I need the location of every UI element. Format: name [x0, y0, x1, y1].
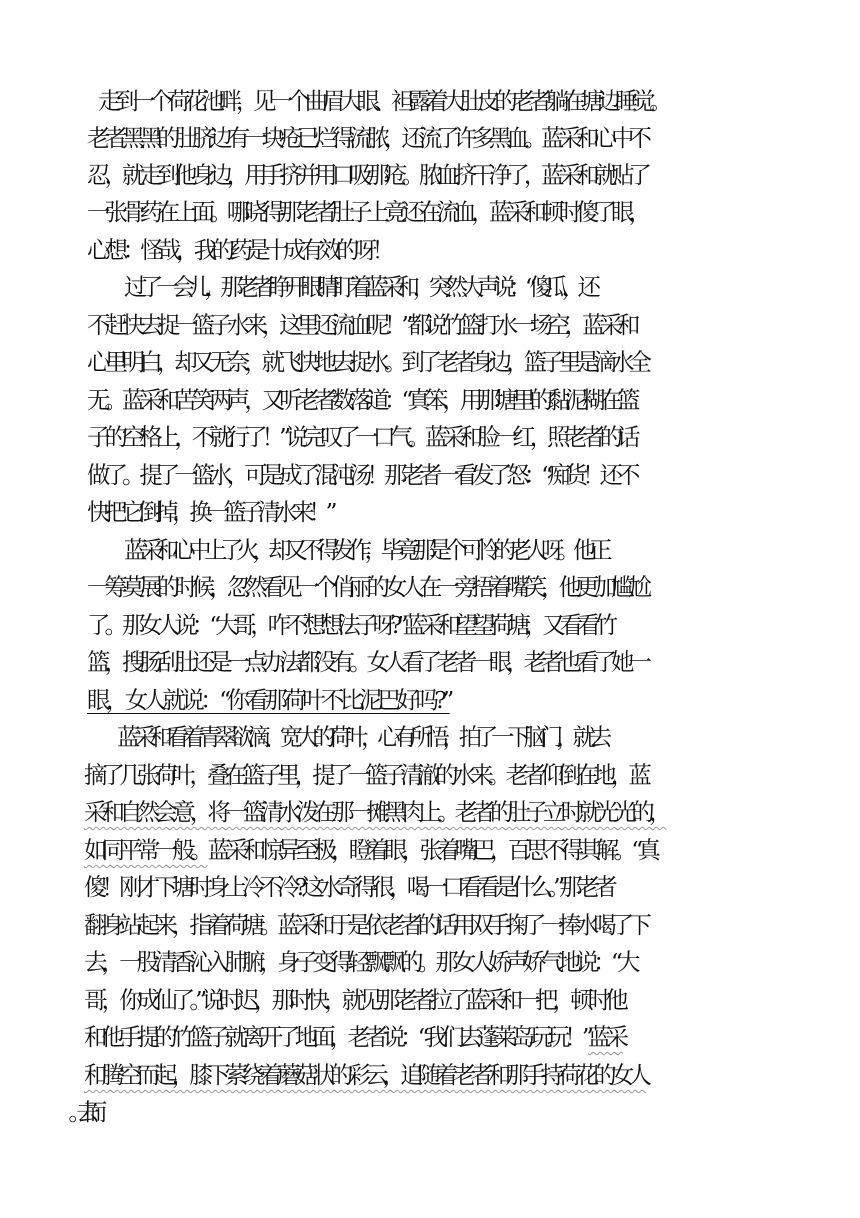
text-line: [87, 236, 860, 264]
text-segment: 走到一个荷花池畔，见一个曲眉大眼、袒露着大肚皮的老者躺在塘边睡觉。: [98, 87, 667, 115]
text-line: [84, 836, 860, 864]
text-segment: 篮，搜肠刮肚还是一点办法都没有。女人看了老者一眼，老者也看了她一: [87, 648, 646, 676]
text-segment: 蓝采和心中上了火，却又不得发作，毕竟那是个可怜的老人呀。他正: [124, 536, 605, 564]
text-line: [84, 761, 860, 789]
text-line: [87, 648, 860, 676]
text-segment: 去，一股清香沁入肺腑，身子变得轻飘飘的。那女人娇声娇气地说：“大: [84, 948, 635, 976]
text-segment: 心里明白，却又无奈，就飞快地去捉水。到了老者身边，篮子里是滴水全: [87, 348, 646, 376]
text-line: [87, 124, 860, 152]
text-line: [87, 423, 860, 451]
text-segment: 和他手提的竹篮子就离开了地面，老者说：“我们去蓬莱岛玩玩！”: [84, 1023, 588, 1051]
text-line: [84, 948, 860, 976]
text-line: [87, 611, 860, 639]
text-line: [84, 1023, 860, 1051]
wavy-underlined-segment: 采和自然会意，将一篮清水泼在那一摊黑肉上。老者的肚子立时就光光的，: [84, 798, 667, 826]
text-segment: 翻身站起来，指着荷塘。蓝采和于是依老者的话用双手掬了一捧水喝了下: [84, 911, 646, 939]
text-segment: 摘了几张荷叶，叠在篮子里，提了一篮子清澈的水来。老者仰倒在地，蓝: [84, 761, 646, 789]
text-segment: 无。蓝采和苦笑两声，又听老者数落道：“真笨，用那塘里的黏泥糊在篮: [87, 386, 635, 414]
text-segment: 不赶快去捉一篮子水来，这里还流血呢！”都说竹篮打水一场空，蓝采和: [87, 311, 635, 339]
text-line: [84, 911, 860, 939]
text-segment: 一张骨药在上面。哪晓得那老者肚子上竟还在流血，蓝采和顿时傻了眼，: [87, 198, 646, 226]
text-line: [87, 498, 860, 526]
text-line: [87, 686, 860, 714]
text-line: [87, 161, 860, 189]
text-segment: 过了一会儿，那老者睁开眼睛盯着蓝采和，突然大声说：“傻瓜，还: [124, 273, 594, 301]
wavy-underlined-segment: 蓝采: [587, 1023, 624, 1051]
text-segment: 蓝采和惊异至极，瞪着眼，张着嘴巴，百思不得其解。“真: [207, 836, 656, 864]
text-segment: 傻！刚才下塘时身上冷不冷?这水奇得很，喝一口看看是什么。”那老者: [84, 873, 612, 901]
underlined-segment: 眼，女人: [87, 686, 163, 714]
text-line: [84, 873, 860, 901]
text-line: [124, 536, 860, 564]
text-line: [117, 723, 860, 751]
wavy-underlined-segment: 如同平常一般。: [84, 836, 208, 864]
text-line: [87, 311, 860, 339]
text-segment: 快把它倒掉，换一篮子清水来！”: [87, 498, 332, 526]
text-segment: 哥，你成仙了。”说时迟，那时快，就见那老者拉了蓝采和一把，顿时他: [84, 986, 623, 1014]
text-line: [84, 986, 860, 1014]
text-segment: 做了。提了一篮水，可是成了混沌汤！那老者一看发了怒：“痴货！还不: [87, 461, 635, 489]
text-line: [84, 798, 860, 826]
text-segment: 蓝采和看着青翠欲滴、宽大的荷叶，心有所悟，拍了一下脑门，就去: [117, 723, 605, 751]
text-line: [124, 273, 860, 301]
text-line: [87, 461, 860, 489]
text-line: [84, 1061, 860, 1089]
text-line: [87, 198, 860, 226]
text-segment: 忍，就走到他身边，用手挤并用口吸那疮。脓血挤干净了，蓝采和就贴了: [87, 161, 646, 189]
underlined-segment: 就说：“你看那荷叶不比泥巴好吗?”: [162, 686, 450, 714]
text-line: [87, 386, 860, 414]
text-line: [84, 1098, 860, 1126]
text-segment: 老者黑黑的肚脐边有一块疮已烂得流脓，还流了许多黑血。蓝采和心中不: [87, 124, 646, 152]
text-line: [98, 87, 860, 115]
wavy-underlined-segment: 和腾空而起，膝下萦绕着蘑菇状的彩云，追随着老者和那手持荷花的女人: [84, 1061, 646, 1089]
text-segment: 一筹莫展的时候，忽然看见一个俏丽的女人在一旁捂着嘴笑，他更加尴尬: [87, 573, 646, 601]
text-segment: 子的空格上，不就行了！”说完叹了一口气。蓝采和脸一红，照老者的话: [87, 423, 635, 451]
text-segment: 心想：怪哉，我的药是十成有效的呀！: [87, 236, 390, 264]
text-segment: 了。那女人说：“大哥，咋不想想法子呀?”蓝采和望望荷塘，又看看竹: [87, 611, 613, 639]
text-line: [87, 348, 860, 376]
text-line: [87, 573, 860, 601]
